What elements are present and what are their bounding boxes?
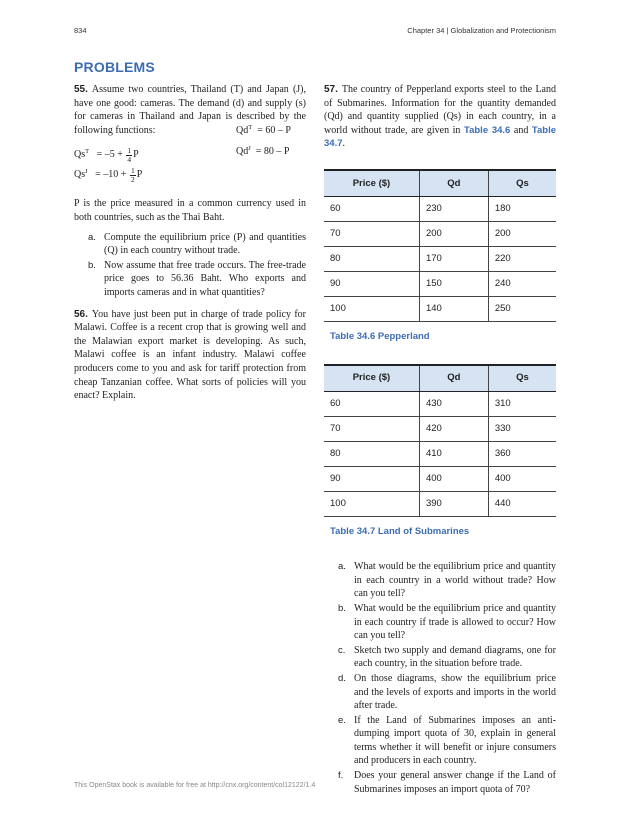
table-cell: 90 <box>324 271 419 296</box>
table-cell: 200 <box>419 221 488 246</box>
page-number: 834 <box>74 26 87 35</box>
table-pepperland <box>324 169 556 322</box>
table-cell: 80 <box>324 246 419 271</box>
table-row <box>324 466 556 491</box>
table-cell: 90 <box>324 466 419 491</box>
equation-qs-thailand: $Qs^T$ = –5 + $\frac{1}{4}$ P <box>74 145 139 164</box>
table-cell: 200 <box>488 221 556 246</box>
table-34-6-link[interactable]: Table 34.6 <box>464 124 511 136</box>
list-item: b. What would be the equilibrium price and quantity in each country if trade is allowed to occur? How can you tell? <box>338 602 556 642</box>
list-item: b. Now assume that free trade occurs. The free-trade price goes to 56.36 Baht. Who exports and imports cameras and in what quantities? <box>88 259 306 298</box>
table-cell: 440 <box>488 491 556 516</box>
table-cell: 140 <box>419 296 488 321</box>
table-cell: 70 <box>324 416 419 441</box>
list-item: a. Compute the equilibrium price (P) and quantities (Q) in each country without trade. <box>88 231 306 257</box>
table-cell: 220 <box>488 246 556 271</box>
table-cell: 240 <box>488 271 556 296</box>
table-row <box>324 491 556 516</box>
table-cell: 70 <box>324 221 419 246</box>
chapter-title: Chapter 34 | Globalization and Protectionism <box>407 26 556 35</box>
table-row <box>324 391 556 416</box>
table-cell: 60 <box>324 391 419 416</box>
equation-row <box>74 165 306 185</box>
table-cell: 310 <box>488 391 556 416</box>
equation-qs-japan: $Qs^J$ = –10 + $\frac{1}{2}$ P <box>74 165 143 184</box>
table-cell: 230 <box>419 196 488 221</box>
table-row <box>324 196 556 221</box>
problem-57-intro: 57. The country of Pepperland exports steel to the Land of Submarines. Information for the quantity demanded (Qd) and quantity supplied (Qs) in each country, in a world without trade, are given in Table 34.6 and Table 34.7. <box>324 84 557 150</box>
column-header: Qs <box>488 365 556 392</box>
table-cell: 100 <box>324 296 419 321</box>
table-row <box>324 246 556 271</box>
table-cell: 150 <box>419 271 488 296</box>
table-cell: 60 <box>324 196 419 221</box>
problem-55 <box>74 83 306 300</box>
table-34-7-link[interactable]: Table 34.7 <box>324 124 557 150</box>
problem-55-subitems <box>74 231 306 300</box>
column-header: Price ($) <box>324 170 419 197</box>
table-row <box>324 416 556 441</box>
column-header: Price ($) <box>324 365 419 392</box>
table-row <box>324 296 556 321</box>
table-land-of-submarines <box>324 364 556 517</box>
table-cell: 250 <box>488 296 556 321</box>
table-cell: 360 <box>488 441 556 466</box>
equation-qd-japan: $Qd^J = 80 - P$ <box>236 145 290 157</box>
list-item: f. Does your general answer change if the Land of Submarines imposes an import quota of 70? <box>338 770 556 795</box>
table-cell: 410 <box>419 441 488 466</box>
problem-number: 55. <box>74 84 88 95</box>
table-cell: 400 <box>488 466 556 491</box>
table-caption: Table 34.6 Pepperland <box>330 330 430 342</box>
problem-55-note: P is the price measured in a common currency used in both countries, such as the Thai Baht. <box>74 198 306 223</box>
list-item: a. What would be the equilibrium price and quantity in each country in a world without trade? How can you tell? <box>338 561 556 600</box>
column-header: Qs <box>488 170 556 197</box>
problem-55-intro: 55. Assume two countries, Thailand (T) and Japan (J), have one good: cameras. The demand (d) and supply (s) for cameras in Thailand and Japan is described by the following functions: <box>74 84 306 136</box>
footer-note: This OpenStax book is available for free at http://cnx.org/content/col12122/1.4 <box>74 782 316 789</box>
equation-qd-thailand: $Qd^T = 60 - P$ <box>236 124 291 136</box>
table-cell: 170 <box>419 246 488 271</box>
list-item: e. If the Land of Submarines imposes an anti-dumping import quota of 30, explain in general terms whether it will benefit or injure consumers and producers in each country. <box>338 714 556 767</box>
table-cell: 420 <box>419 416 488 441</box>
list-item: c. Sketch two supply and demand diagrams, one for each country, in the situation before trade. <box>338 644 556 670</box>
right-column <box>324 83 556 797</box>
table-cell: 390 <box>419 491 488 516</box>
table-cell: 330 <box>488 416 556 441</box>
column-header: Qd <box>419 365 488 392</box>
table-cell: 180 <box>488 196 556 221</box>
table-row <box>324 271 556 296</box>
table-cell: 400 <box>419 466 488 491</box>
column-header: Qd <box>419 170 488 197</box>
problem-57-subitems <box>324 560 556 796</box>
table-cell: 100 <box>324 491 419 516</box>
list-item: d. On those diagrams, show the equilibrium price and the levels of exports and imports in the world after trade. <box>338 672 556 712</box>
problem-number: 57. <box>324 84 338 95</box>
table-cell: 430 <box>419 391 488 416</box>
problem-number: 56. <box>74 308 88 320</box>
table-cell: 80 <box>324 441 419 466</box>
table-row <box>324 441 556 466</box>
section-heading: PROBLEMS <box>74 59 155 75</box>
problem-56: 56. You have just been put in charge of trade policy for Malawi. Coffee is a recent crop that is growing well and the Malawian export market is developing. As such, Malawi coffee is an infant industry. Malawi coffee producers come to you and ask for tariff protection from cheap Tanzanian coffee. What sorts of policies will you enact? Explain. <box>74 308 306 402</box>
table-row <box>324 221 556 246</box>
table-caption: Table 34.7 Land of Submarines <box>330 525 470 537</box>
